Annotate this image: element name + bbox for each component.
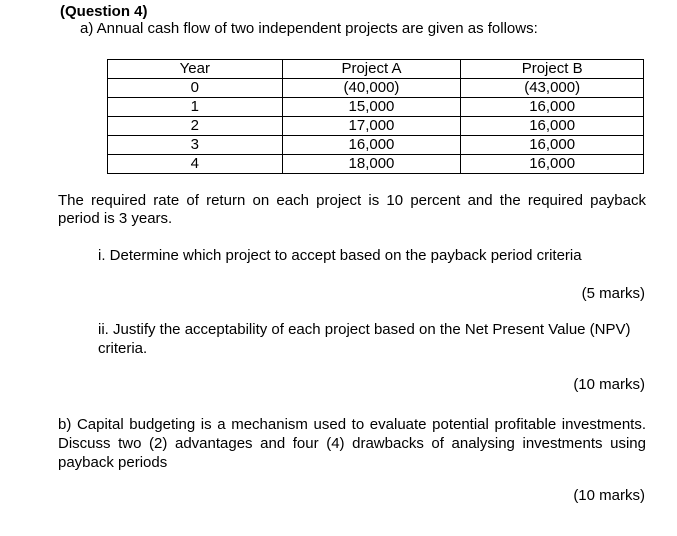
- marks-b: (10 marks): [573, 487, 645, 504]
- year-cell: 3: [108, 136, 283, 155]
- table-row: [108, 79, 644, 98]
- project-a-cell: 15,000: [282, 98, 461, 117]
- project-a-cell: 16,000: [282, 136, 461, 155]
- marks-i: (5 marks): [581, 285, 645, 302]
- project-a-cell: (40,000): [282, 79, 461, 98]
- cash-flow-table: [107, 59, 644, 174]
- project-b-cell: 16,000: [461, 117, 644, 136]
- project-b-cell: 16,000: [461, 98, 644, 117]
- year-cell: 0: [108, 79, 283, 98]
- header-project-b: Project B: [461, 60, 644, 79]
- year-cell: 1: [108, 98, 283, 117]
- rate-paragraph: The required rate of return on each project is 10 percent and the required payback period is 3 years.: [58, 192, 646, 227]
- part-b-question: b) Capital budgeting is a mechanism used to evaluate potential profitable investments. Discuss two (2) advantages and four (4) drawbacks of analysing investments using payback periods: [58, 416, 646, 471]
- year-cell: 4: [108, 155, 283, 174]
- table-row: [108, 136, 644, 155]
- header-year: Year: [108, 60, 283, 79]
- question-i: i. Determine which project to accept based on the payback period criteria: [98, 247, 582, 264]
- header-project-a: Project A: [282, 60, 461, 79]
- table-row: [108, 117, 644, 136]
- marks-ii: (10 marks): [573, 376, 645, 393]
- question-ii: ii. Justify the acceptability of each project based on the Net Present Value (NPV) criteria.: [98, 321, 631, 357]
- question-title: (Question 4): [60, 3, 148, 20]
- part-a-intro: a) Annual cash flow of two independent projects are given as follows:: [80, 20, 538, 37]
- project-a-cell: 18,000: [282, 155, 461, 174]
- project-a-cell: 17,000: [282, 117, 461, 136]
- project-b-cell: 16,000: [461, 136, 644, 155]
- project-b-cell: (43,000): [461, 79, 644, 98]
- year-cell: 2: [108, 117, 283, 136]
- table-row: [108, 98, 644, 117]
- table-row: [108, 155, 644, 174]
- table-header-row: [108, 60, 644, 79]
- project-b-cell: 16,000: [461, 155, 644, 174]
